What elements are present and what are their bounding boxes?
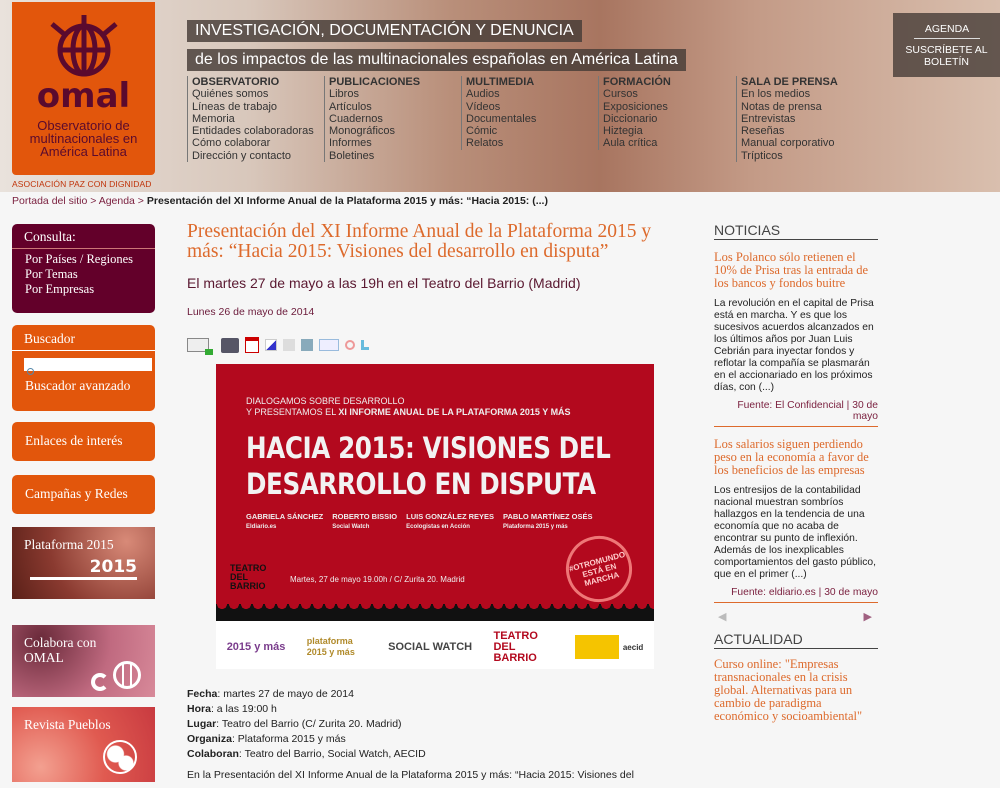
nav-column-1 xyxy=(324,76,420,162)
breadcrumb-agenda[interactable]: Agenda xyxy=(98,195,135,207)
fact-value: : Teatro del Barrio, Social Watch, AECID xyxy=(238,748,426,760)
speaker-org: Eldiario.es xyxy=(246,524,277,530)
tagline-2: de los impactos de las multinacionales españolas en América Latina xyxy=(187,49,686,71)
nav-column-3 xyxy=(598,76,671,150)
news-source: Fuente: El Confidencial | 30 de mayo xyxy=(714,400,878,427)
next-arrow-icon[interactable]: ▶ xyxy=(863,611,872,623)
nav-heading[interactable]: OBSERVATORIO xyxy=(192,76,280,88)
nav-link[interactable]: Memoria xyxy=(192,112,235,125)
colabora-label: Colabora con OMAL xyxy=(24,635,97,665)
speaker xyxy=(406,512,494,532)
pdf-icon[interactable] xyxy=(245,337,259,353)
logo-plataforma: plataforma 2015 y más xyxy=(306,636,355,657)
news-body: Los entresijos de la contabilidad nacional muestran sombríos hallazgos en la tendencia de una economía que no acaba de encontrar su punto de inflexión. Además de los inexplicables comportamientos del gasto público, que en el primer (...) xyxy=(714,485,876,580)
plataforma-2015-banner[interactable] xyxy=(12,527,155,599)
arrow-icon xyxy=(91,673,109,691)
speaker-name: ROBERTO BISSIO xyxy=(332,512,398,521)
fact-value: : a las 19:00 h xyxy=(210,703,277,715)
nav-link[interactable]: Boletines xyxy=(329,149,375,162)
nav-link[interactable]: Cuadernos xyxy=(329,112,383,125)
quick-links xyxy=(893,13,1000,77)
globe-arrow-icon xyxy=(113,661,141,689)
nav-column-2 xyxy=(461,76,536,150)
speaker-org: Plataforma 2015 y más xyxy=(503,524,568,530)
omal-logo[interactable] xyxy=(12,2,155,175)
campanas-link[interactable]: Campañas y Redes xyxy=(12,475,155,514)
article xyxy=(187,222,657,782)
news-pager xyxy=(714,603,878,631)
meneame-icon[interactable] xyxy=(283,339,295,351)
consulta-title: Consulta: xyxy=(12,224,155,249)
fact-label: Fecha xyxy=(187,688,218,700)
poster-border xyxy=(216,604,654,621)
fact-value: : Teatro del Barrio (C/ Zurita 20. Madrid) xyxy=(216,718,402,730)
news-source: Fuente: eldiario.es | 30 de mayo xyxy=(714,587,878,603)
logo-social-watch: SOCIAL WATCH xyxy=(388,641,473,653)
colabora-banner[interactable] xyxy=(12,625,155,697)
article-title: Presentación del XI Informe Anual de la Plataforma 2015 y más: “Hacia 2015: Visiones del desarrollo en disputa” xyxy=(187,221,652,262)
poster-teatro-logo: TEATRO DEL BARRIO xyxy=(230,563,267,591)
speaker xyxy=(246,512,323,532)
speaker-org: Social Watch xyxy=(332,524,370,530)
consulta-box xyxy=(12,224,155,313)
poster-stamp: #OTROMUNDO ESTÁ EN MARCHA xyxy=(559,529,640,610)
plataforma-label: Plataforma 2015 xyxy=(24,537,114,552)
search-title: Buscador xyxy=(12,325,155,351)
nav-link[interactable]: Artículos xyxy=(329,100,372,113)
subscribe-link[interactable]: SUSCRÍBETE AL BOLETÍN xyxy=(905,44,988,68)
breadcrumb xyxy=(12,195,548,207)
nav-link[interactable]: Reseñas xyxy=(741,125,785,138)
nav-column-4 xyxy=(736,76,838,162)
nav-link[interactable]: Informes xyxy=(329,137,372,150)
globe-icon xyxy=(103,740,137,774)
fact-label: Lugar xyxy=(187,718,217,730)
nav-link[interactable]: Cómic xyxy=(466,125,498,138)
nav-heading[interactable]: MULTIMEDIA xyxy=(466,76,535,88)
nav-link[interactable]: Entidades colaboradoras xyxy=(192,125,314,138)
news-item xyxy=(714,251,878,427)
logo-teatro-barrio: TEATRO DEL BARRIO xyxy=(493,629,538,664)
news-title[interactable]: Los salarios siguen perdiendo peso en la economía a favor de los beneficios de las empresas xyxy=(714,437,869,477)
nav-link[interactable]: Entrevistas xyxy=(741,112,796,125)
news-title[interactable]: Los Polanco sólo retienen el 10% de Prisa tras la entrada de los bancos y fondos buitre xyxy=(714,250,869,290)
nav-link[interactable]: Aula crítica xyxy=(603,137,658,150)
prev-arrow-icon[interactable]: ◀ xyxy=(718,611,727,623)
event-facts xyxy=(187,687,657,762)
fact-label: Colaboran xyxy=(187,748,239,760)
delicious-icon[interactable] xyxy=(265,339,277,351)
nav-heading[interactable]: FORMACIÓN xyxy=(603,76,671,88)
news-heading: NOTICIAS xyxy=(714,222,878,240)
sponsor-logos xyxy=(216,627,654,667)
actualidad-heading: ACTUALIDAD xyxy=(714,631,878,649)
nav-link[interactable]: Cursos xyxy=(603,88,638,101)
nav-link[interactable]: Hiztegia xyxy=(603,125,643,138)
nav-link[interactable]: Audios xyxy=(466,88,500,101)
event-poster xyxy=(216,364,654,669)
enlaces-link[interactable]: Enlaces de interés xyxy=(12,422,155,461)
poster-line2a: Y PRESENTAMOS EL xyxy=(246,407,339,417)
fact-label: Organiza xyxy=(187,733,232,745)
poster-headline2: DESARROLLO EN DISPUTA xyxy=(246,467,596,501)
speaker xyxy=(503,512,592,532)
print-icon[interactable] xyxy=(221,338,239,353)
globe-logo-icon xyxy=(44,12,124,82)
nav-link[interactable]: Líneas de trabajo xyxy=(192,100,278,113)
fact-label: Hora xyxy=(187,703,211,715)
association-name: ASOCIACIÓN PAZ CON DIGNIDAD xyxy=(12,179,152,189)
addthis-icon[interactable] xyxy=(345,340,355,350)
news-list xyxy=(714,251,878,603)
nav-link[interactable]: Exposiciones xyxy=(603,100,668,113)
search-icon xyxy=(27,368,34,375)
speaker xyxy=(332,512,397,532)
logo-wordmark: omal xyxy=(36,76,131,116)
twitter-icon[interactable] xyxy=(361,340,369,350)
poster-headline1: HACIA 2015: VISIONES DEL xyxy=(246,431,611,465)
revista-pueblos-banner[interactable] xyxy=(12,707,155,782)
nav-link[interactable]: Quiénes somos xyxy=(192,88,269,101)
email-icon[interactable] xyxy=(187,338,209,352)
consulta-empresas[interactable]: Por Empresas xyxy=(25,282,95,296)
nav-link[interactable]: Libros xyxy=(329,88,359,101)
actualidad-item[interactable]: Curso online: "Empresas transnacionales en la crisis global. Alternativas para un cambio de paradigma económico y socioambiental" xyxy=(714,657,863,723)
google-plus-icon[interactable] xyxy=(319,339,339,351)
fact-value: : martes 27 de mayo de 2014 xyxy=(217,688,354,700)
news-item xyxy=(714,438,878,603)
nav-link[interactable]: Relatos xyxy=(466,137,504,150)
search-input[interactable] xyxy=(24,358,152,371)
speaker-org: Ecologistas en Acción xyxy=(406,524,470,530)
consulta-temas[interactable]: Por Temas xyxy=(25,267,78,281)
news-sidebar xyxy=(714,222,878,723)
speaker-name: LUIS GONZÁLEZ REYES xyxy=(406,512,495,521)
breadcrumb-home[interactable]: Portada del sitio xyxy=(12,195,88,207)
breadcrumb-sep: > xyxy=(134,195,147,207)
advanced-search-link[interactable]: Buscador avanzado xyxy=(25,378,131,393)
consulta-paises[interactable]: Por Países / Regiones xyxy=(25,252,133,266)
logo-aecid: aecid xyxy=(622,642,644,652)
article-date: Lunes 26 de mayo de 2014 xyxy=(187,306,315,318)
article-subtitle: El martes 27 de mayo a las 19h en el Teatro del Barrio (Madrid) xyxy=(187,275,581,291)
speaker-name: GABRIELA SÁNCHEZ xyxy=(246,512,324,521)
speaker-name: PABLO MARTÍNEZ OSÉS xyxy=(503,512,593,521)
search-box xyxy=(12,325,155,411)
tagline-1: INVESTIGACIÓN, DOCUMENTACIÓN Y DENUNCIA xyxy=(187,20,582,42)
facebook-icon[interactable] xyxy=(301,339,313,351)
agenda-link[interactable]: AGENDA xyxy=(914,23,980,39)
nav-link[interactable]: Monográficos xyxy=(329,125,396,138)
poster-speakers xyxy=(246,512,646,532)
article-intro: En la Presentación del XI Informe Anual de la Plataforma 2015 y más: “Hacia 2015: Visiones del xyxy=(187,769,634,781)
revista-label: Revista Pueblos xyxy=(24,717,111,732)
logo-2015: 2015 y más xyxy=(226,641,286,653)
share-toolbar xyxy=(187,336,657,354)
nav-link[interactable]: Notas de prensa xyxy=(741,100,822,113)
poster-line1: DIALOGAMOS SOBRE DESARROLLO xyxy=(246,396,405,406)
nav-column-0 xyxy=(187,76,314,162)
nav-link[interactable]: Dirección y contacto xyxy=(192,149,292,162)
fact-row xyxy=(187,717,657,732)
logo-subtitle: Observatorio de multinacionales en América Latina xyxy=(29,118,138,159)
plataforma-badge: 2015 xyxy=(30,557,137,580)
nav-link[interactable]: En los medios xyxy=(741,88,811,101)
breadcrumb-current: Presentación del XI Informe Anual de la Plataforma 2015 y más: “Hacia 2015: (...) xyxy=(146,195,548,207)
nav-link[interactable]: Trípticos xyxy=(741,149,783,162)
news-body: La revolución en el capital de Prisa está en marcha. Y es que los sucesivos acuerdos alcanzados en los últimos años por Juan Luis Cebrián para inyectar fondos y reflotar la compañía se plasmarán en el accionariado en los próximos días, con (...) xyxy=(714,298,874,393)
nav-link[interactable]: Manual corporativo xyxy=(741,137,835,150)
nav-link[interactable]: Diccionario xyxy=(603,112,658,125)
nav-heading[interactable]: SALA DE PRENSA xyxy=(741,76,838,88)
fact-row xyxy=(187,687,657,702)
nav-heading[interactable]: PUBLICACIONES xyxy=(329,76,421,88)
breadcrumb-sep: > xyxy=(87,195,99,207)
nav-link[interactable]: Documentales xyxy=(466,112,537,125)
spain-gov-logo xyxy=(575,635,619,659)
poster-line2b: XI INFORME ANUAL DE LA PLATAFORMA 2015 Y MÁS xyxy=(338,407,571,417)
fact-row xyxy=(187,702,657,717)
fact-row xyxy=(187,747,657,762)
fact-value: : Plataforma 2015 y más xyxy=(231,733,346,745)
nav-link[interactable]: Cómo colaborar xyxy=(192,137,271,150)
poster-when: Martes, 27 de mayo 19.00h / C/ Zurita 20. Madrid xyxy=(290,575,465,584)
nav-link[interactable]: Vídeos xyxy=(466,100,501,113)
fact-row xyxy=(187,732,657,747)
